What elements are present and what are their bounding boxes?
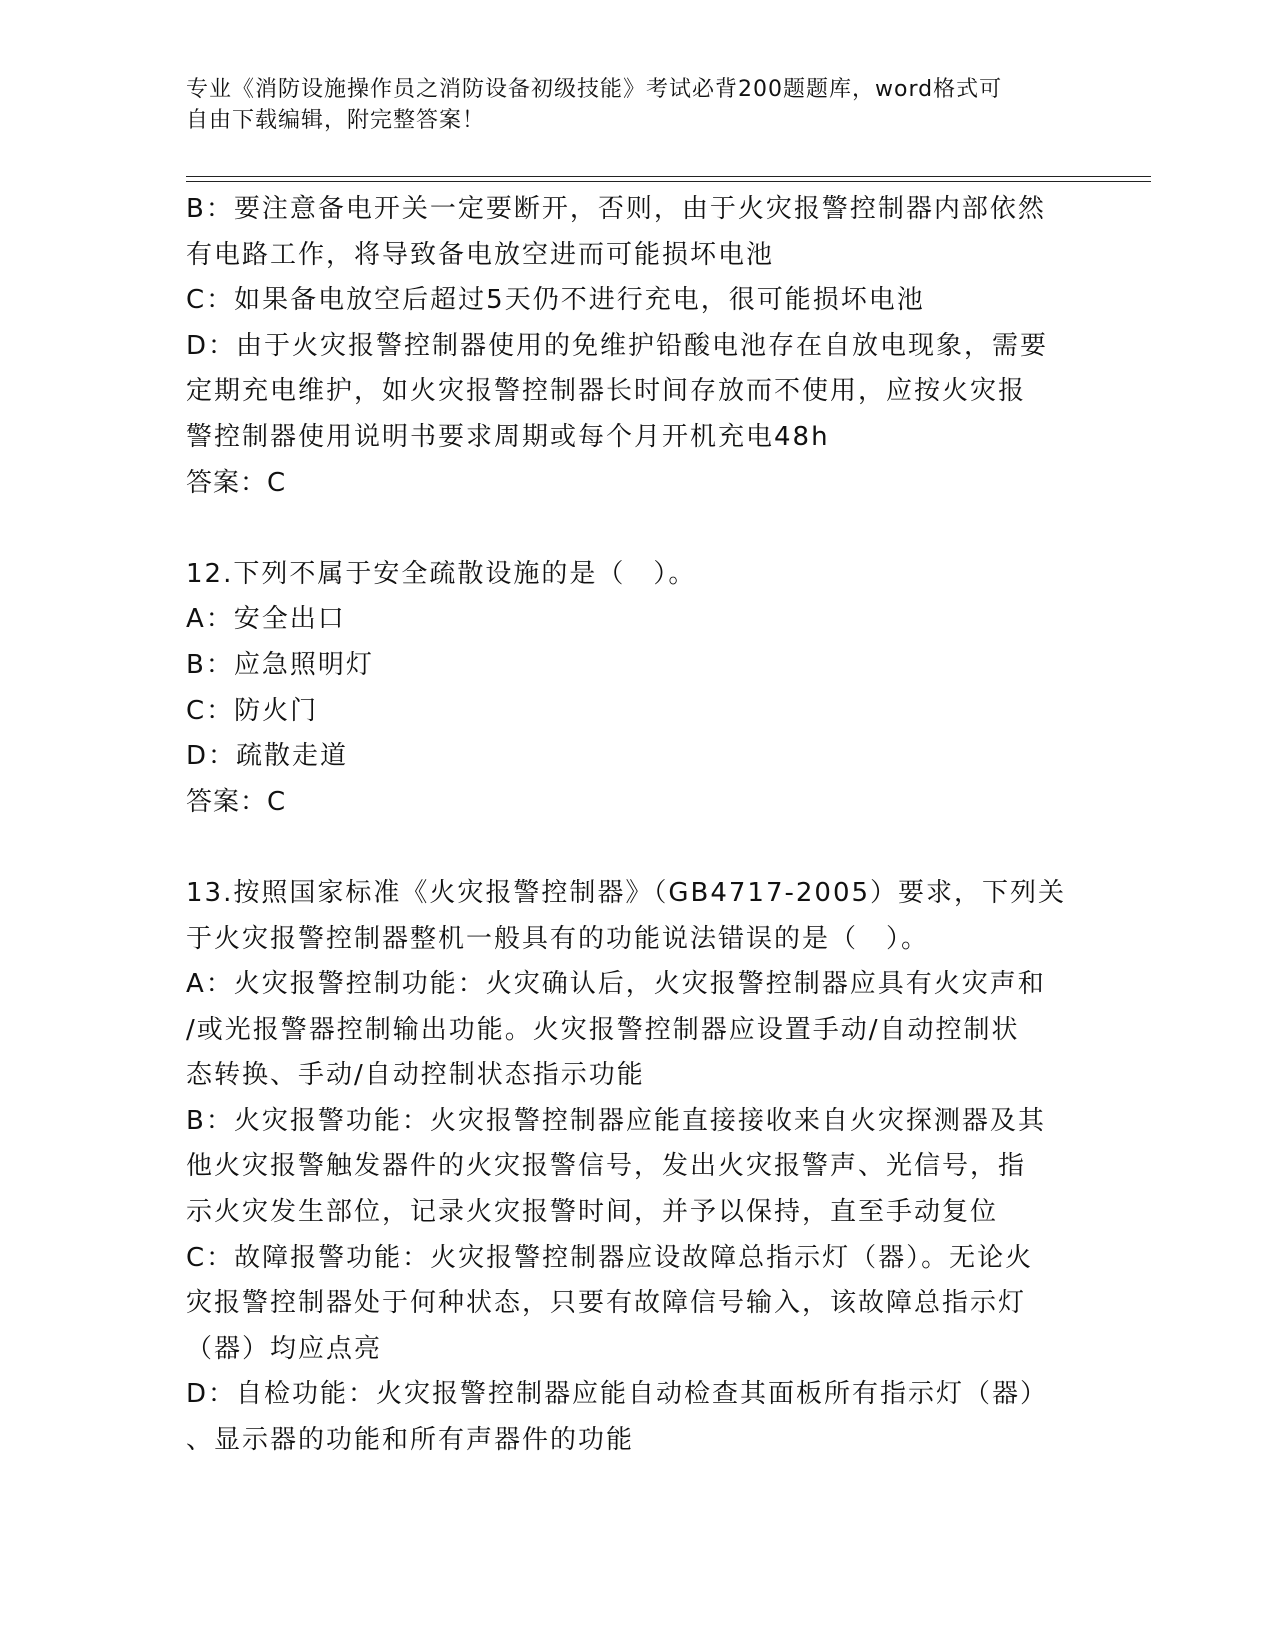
question-text: 于火灾报警控制器整机一般具有的功能说法错误的是（ ）。 xyxy=(186,923,930,954)
header-title-line-1: 专业《消防设施操作员之消防设备初级技能》考试必背200题题库，word格式可 xyxy=(186,77,1003,102)
question-12 xyxy=(186,552,1086,826)
header-divider-top xyxy=(186,176,1151,177)
page-header xyxy=(186,74,1066,136)
question-text: 13.按照国家标准《火灾报警控制器》（GB4717-2005）要求，下列关 xyxy=(186,877,1067,908)
option-c-line: C：防火门 xyxy=(186,695,319,726)
answer-line: 答案：C xyxy=(186,786,287,817)
option-b-line: 有电路工作，将导致备电放空进而可能损坏电池 xyxy=(186,239,775,270)
option-d-line: 定期充电维护，如火灾报警控制器长时间存放而不使用，应按火灾报 xyxy=(186,376,1027,407)
option-a-line: 态转换、手动/自动控制状态指示功能 xyxy=(186,1060,645,1091)
option-d-line: 警控制器使用说明书要求周期或每个月开机充电48h xyxy=(186,421,830,452)
option-b-line: 示火灾发生部位，记录火灾报警时间，并予以保持，直至手动复位 xyxy=(186,1197,999,1228)
question-text: 12.下列不属于安全疏散设施的是（ ）。 xyxy=(186,558,697,589)
header-divider-bottom xyxy=(186,181,1151,182)
option-d-line: 、显示器的功能和所有声器件的功能 xyxy=(186,1425,635,1456)
option-d-line: D：疏散走道 xyxy=(186,741,349,772)
option-c-line: C：故障报警功能：火灾报警控制器应设故障总指示灯（器）。无论火 xyxy=(186,1242,1034,1273)
question-13 xyxy=(186,871,1086,1464)
option-c-line: 灾报警控制器处于何种状态，只要有故障信号输入，该故障总指示灯 xyxy=(186,1288,1027,1319)
option-d-line: D：由于火灾报警控制器使用的免维护铅酸电池存在自放电现象，需要 xyxy=(186,330,1049,361)
document-body xyxy=(186,187,1086,1464)
question-11-continued xyxy=(186,187,1086,506)
option-c-line: （器）均应点亮 xyxy=(186,1333,383,1364)
spacer xyxy=(186,825,1086,871)
option-c-line: C：如果备电放空后超过5天仍不进行充电，很可能损坏电池 xyxy=(186,285,925,316)
option-a-line: /或光报警器控制输出功能。火灾报警控制器应设置手动/自动控制状 xyxy=(186,1014,1020,1045)
header-title-line-2: 自由下载编辑，附完整答案！ xyxy=(186,108,486,133)
option-b-line: B：应急照明灯 xyxy=(186,649,374,680)
option-b-line: 他火灾报警触发器件的火灾报警信号，发出火灾报警声、光信号，指 xyxy=(186,1151,1027,1182)
option-b-line: B：火灾报警功能：火灾报警控制器应能直接接收来自火灾探测器及其 xyxy=(186,1105,1046,1136)
option-a-line: A：安全出口 xyxy=(186,604,346,635)
spacer xyxy=(186,506,1086,552)
option-a-line: A：火灾报警控制功能：火灾确认后，火灾报警控制器应具有火灾声和 xyxy=(186,969,1046,1000)
option-b-line: B：要注意备电开关一定要断开，否则，由于火灾报警控制器内部依然 xyxy=(186,194,1046,224)
answer-line: 答案：C xyxy=(186,467,287,498)
option-d-line: D：自检功能：火灾报警控制器应能自动检查其面板所有指示灯（器） xyxy=(186,1379,1049,1410)
